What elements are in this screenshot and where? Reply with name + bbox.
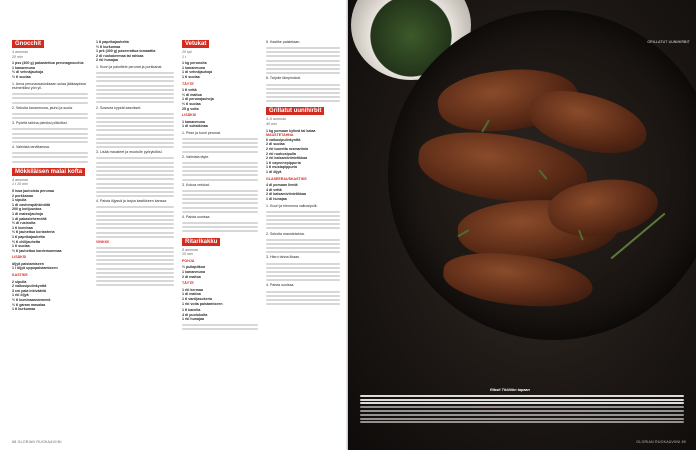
recipe-step: 1. Kuori ja paloittele perunat ja porkkanat. bbox=[96, 64, 163, 69]
recipe-step: 6. Tarjoile lämpimänä. bbox=[266, 76, 301, 81]
recipe-meta: 4 annosta 1 t 10 min bbox=[12, 177, 28, 187]
tip-label: VINKKI! bbox=[96, 239, 110, 244]
recipe-title-malai-kofta: Mökkiläisen malai kofta bbox=[12, 168, 85, 176]
recipe-meta: 8 annosta 15 min bbox=[182, 247, 198, 257]
ingredient-list: 5 isoa jauhoista perunaa 2 porkkanaa 1 sipulia 1 dl cashewpähkinöitä 200 g kotijuustoa 1 dl maissijauhoja 1 dl pakasteherneitä ½ dl rusinoita 1 tl kuminaa ½ tl jauhettua korianteria 1 tl paprikajauhetta ½ tl chilijauhetta 1 tl suolaa ½ tl jauhettua kardemummaa bbox=[12, 188, 62, 253]
recipe-step: 2. Sekoita kananmuna, jauho ja suola. bbox=[12, 105, 73, 110]
recipe-step: 4. Paista uunissa. bbox=[182, 215, 211, 219]
ingredient-list: 1 kananmuna 1 dl voitaikinaa bbox=[182, 119, 208, 129]
recipe-step: 4. Valmista tarvittaessa. bbox=[12, 145, 50, 150]
right-page-photo bbox=[348, 0, 696, 450]
page-footer-left: 88 GLORIAN RUOKA&VIINI bbox=[12, 440, 62, 444]
ingredient-list: 1 tl vettä ½ dl maitoa 1 dl perunajauhoja ½ tl suolaa 25 g voita bbox=[182, 88, 214, 111]
recipe-meta: 4–6 annosta 40 min bbox=[266, 117, 286, 127]
caption-title: Ribsit Töölöön tapaan bbox=[490, 388, 530, 392]
recipe-step: 3. Lisää mausteet ja muotoile pyöryköiksi. bbox=[96, 150, 163, 155]
photo-label: GRILLATUT UUNIHIRBIT bbox=[647, 40, 690, 44]
sub-heading: POHJA bbox=[182, 258, 195, 263]
sub-heading: LISÄKSI bbox=[182, 113, 197, 118]
ingredient-list: 1 pss (400 g) pakastettua perunagnocchia 1 kananmuna ½ dl vehnäjauhoja ½ tl suolaa bbox=[12, 61, 84, 79]
ingredient-list: 1 tl paprikajauhetta ½ tl kurkumaa 1 prk (400 g) paseerattua tomaattia 2 dl ruokakermaa tai rahkaa 2 rkl hunajaa bbox=[96, 40, 156, 63]
sub-heading: TÄYTE bbox=[182, 281, 194, 286]
ingredient-list: 1 tl kanelia 4 dl puolukoita 1 rkl hunajaa bbox=[182, 308, 208, 322]
column-1 bbox=[12, 40, 88, 314]
recipe-title-gnocchi: Gnocchit bbox=[12, 40, 44, 48]
ingredient-list: ½ pullapitkoa 1 kananmuna 2 dl maitoa bbox=[182, 265, 205, 279]
recipe-step: 2. Sekoita maustetahna. bbox=[266, 231, 305, 236]
recipe-step: 3. Hiero tahna lihaan. bbox=[266, 255, 301, 260]
ingredient-list: 1 kg porsaan kylkeä tai kalaa MAUSTETAHNA 6 valkosipulinkynttä 2 dl suolaa 2 rkl tuoretta rosmariinia 2 rkl ruohosipulia 2 rkl balsamiviinietikkaa 1 tl cayennepippuria 1 tl mustapippuria 1 dl öljyä bbox=[266, 128, 316, 174]
sub-heading: LISÄKSI bbox=[12, 255, 27, 260]
page-footer-right: GLORIAN RUOKA&VIINI 89 bbox=[636, 440, 686, 444]
recipe-step: 1. Kuori ja hienonna valkosipulit. bbox=[266, 203, 318, 208]
recipe-step: 2. Valmista täyte. bbox=[182, 154, 210, 159]
recipe-step: 1. Anna perunaosasiokkaan sulaa jääkaapissa esimerkiksi yön yli. bbox=[12, 81, 86, 91]
recipe-title-ritarikakku: Ritarikakku bbox=[182, 238, 220, 246]
recipe-step: 1. Pese ja kuori perunat. bbox=[182, 130, 221, 135]
recipe-meta: 4 annosta 20 min bbox=[12, 50, 28, 59]
page-gutter bbox=[346, 0, 350, 450]
ingredient-list: 4 dl porsaan lientä 4 dl vettä 2 dl balsamiviinietikkaa 1 dl hunajaa bbox=[266, 183, 306, 201]
column-2 bbox=[96, 40, 174, 289]
sub-heading: KASTIKE bbox=[12, 273, 28, 278]
photo-caption-box bbox=[348, 384, 696, 440]
ingredient-list: 1 kg perunoita 1 kananmuna 1 dl vehnäjauhoja 1 tl suolaa bbox=[182, 61, 213, 79]
sub-heading: TÄYTE bbox=[182, 81, 194, 86]
ingredient-list: 2 sipulia 2 valkosipulinkynttä 3 cm pala inkivääriä 1 rkl öljyä ½ tl kuminaansiemenä ½ tl garam masalaa 1 tl kurkumaa bbox=[12, 279, 51, 312]
recipe-title-vetukat: Vetukat bbox=[182, 40, 209, 48]
ingredient-list: 1 rkl kermaa 1 dl maitoa 1 tl vaniljasokeria 1 rkl voita paistamiseen bbox=[182, 287, 223, 306]
recipe-step: 2. Soseuta kypsät kasvikset. bbox=[96, 105, 142, 110]
recipe-title-ribs: Grillatut uunihirbit bbox=[266, 107, 324, 115]
column-3 bbox=[182, 40, 258, 333]
recipe-step: 3. Kokoa vetukat. bbox=[182, 182, 210, 187]
recipe-meta: 20 kpl 1 t bbox=[182, 50, 192, 59]
column-4 bbox=[266, 40, 340, 307]
recipe-step: 4. Paista uunissa. bbox=[266, 283, 295, 288]
ingredient-list: öljyä paistamiseen 1 l öljyä uppopaistamiseen bbox=[12, 261, 58, 271]
recipe-step: 5. Kastike paistetaan. bbox=[266, 40, 301, 44]
recipe-step: 4. Paista öljyssä ja tarjoa kastikkeen kanssa. bbox=[96, 199, 168, 204]
sub-heading: GLASEERAUSKASTIKE bbox=[266, 176, 307, 181]
recipe-step: 3. Pyöritä taikina pieniksi pötköiksi. bbox=[12, 121, 68, 126]
